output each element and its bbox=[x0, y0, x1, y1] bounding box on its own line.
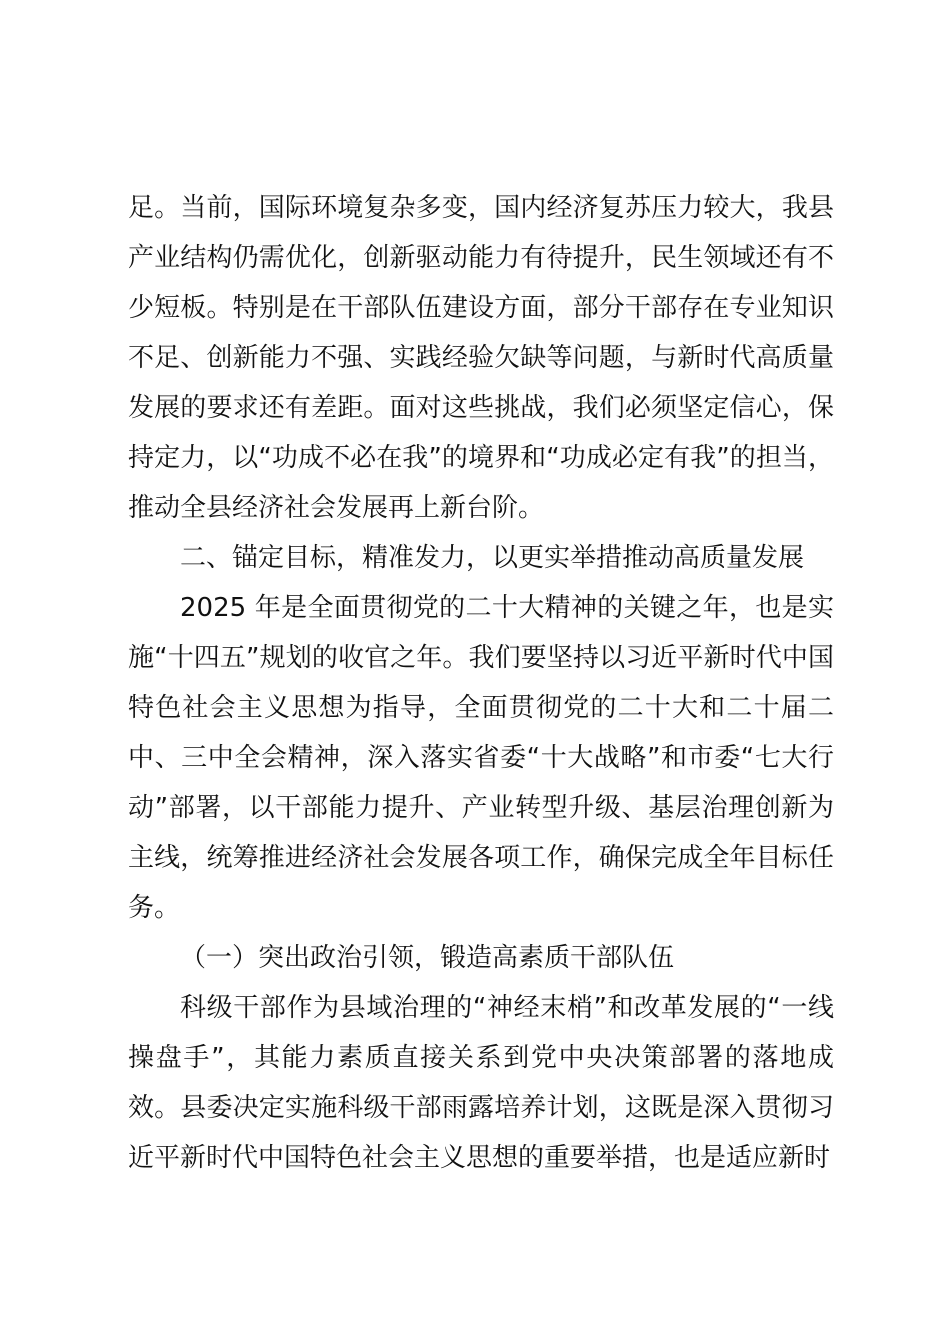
paragraph-cadres: 科级干部作为县域治理的“神经末梢”和改革发展的“一线操盘手”，其能力素质直接关系到党中央决策部署的落地成效。县委决定实施科级干部雨露培养计划，这既是深入贯彻习近平新时代中国特色社会主义思想的重要举措，也是适应新时 bbox=[128, 993, 834, 1173]
paragraph-goals: 2025 年是全面贯彻党的二十大精神的关键之年，也是实施“十四五”规划的收官之年。我们要坚持以习近平新时代中国特色社会主义思想为指导，全面贯彻党的二十大和二十届二中、三中全会精神，深入落实省委“十大战略”和市委“七大行动”部署，以干部能力提升、产业转型升级、基层治理创新为主线，统筹推进经济社会发展各项工作，确保完成全年目标任务。 bbox=[128, 593, 834, 923]
paragraph-continuation: 足。当前，国际环境复杂多变，国内经济复苏压力较大，我县产业结构仍需优化，创新驱动能力有待提升，民生领域还有不少短板。特别是在干部队伍建设方面，部分干部存在专业知识不足、创新能力不强、实践经验欠缺等问题，与新时代高质量发展的要求还有差距。面对这些挑战，我们必须坚定信心，保持定力，以“功成不必在我”的境界和“功成必定有我”的担当，推动全县经济社会发展再上新台阶。 bbox=[128, 193, 834, 523]
section-heading-2: 二、锚定目标，精准发力，以更实举措推动高质量发展 bbox=[180, 543, 805, 573]
document-body bbox=[128, 183, 834, 1183]
subsection-heading-1: （一）突出政治引领，锻造高素质干部队伍 bbox=[180, 943, 675, 973]
